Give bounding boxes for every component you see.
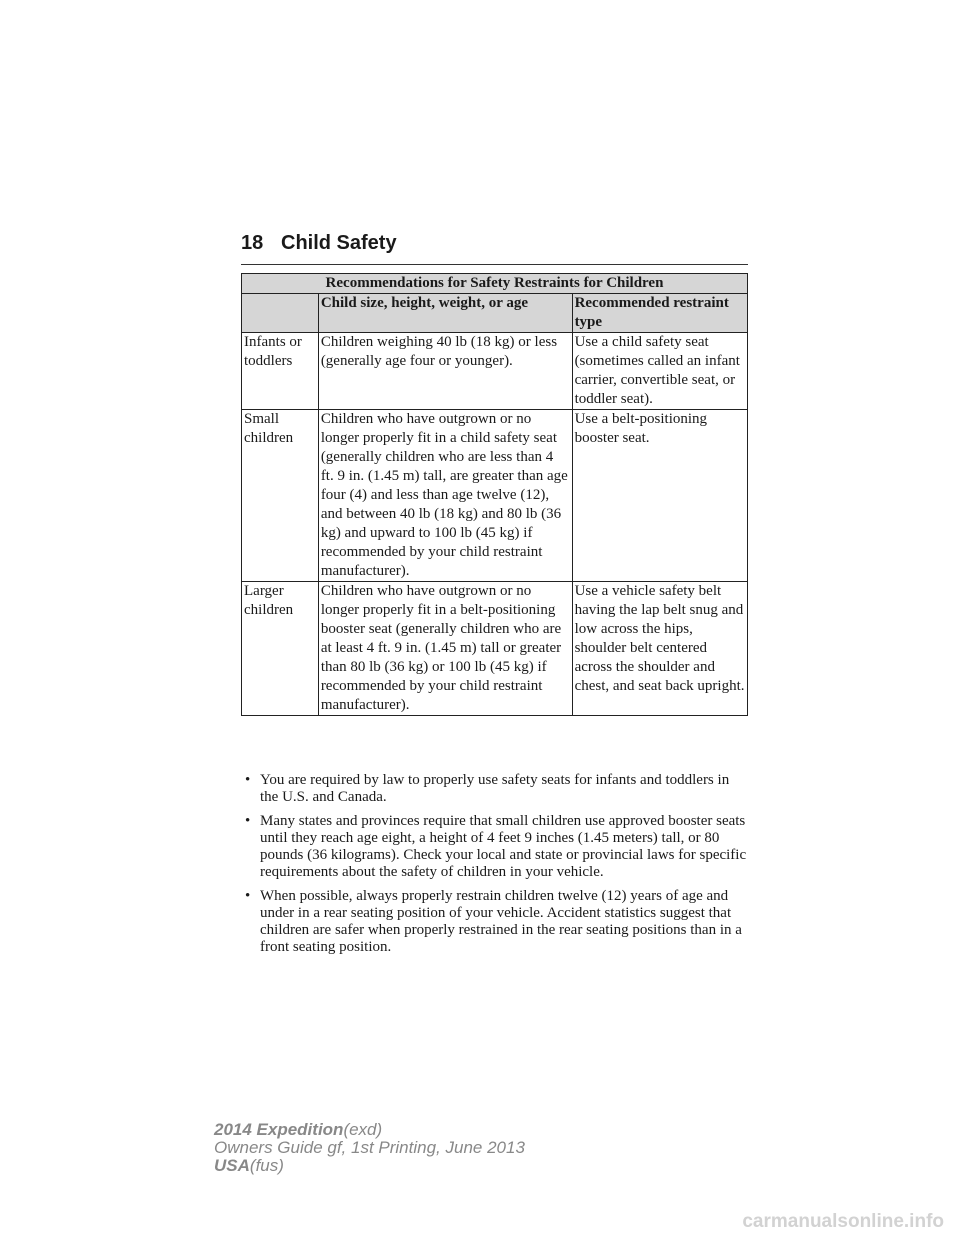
- list-item: [241, 813, 748, 881]
- footer-market-code: (fus): [249, 1156, 284, 1175]
- table-row: [242, 333, 748, 410]
- watermark: carmanualsonline.info: [742, 1211, 944, 1232]
- column-header-restraint: Recommended restraint type: [572, 294, 747, 333]
- list-item-text: Many states and provinces require that small children use approved booster seats until they reach age eight, a height of 4 feet 9 inches (1.45 meters) tall, or 80 pounds (36 kilograms). Check your local and state or provincial laws for specific requirements about the safety of children in your vehicle.: [260, 813, 747, 880]
- footer-line-model: [214, 1121, 525, 1139]
- list-item: [241, 888, 748, 956]
- table-title: Recommendations for Safety Restraints for Children: [242, 274, 748, 294]
- page-header: [241, 228, 748, 265]
- footer-line-edition: Owners Guide gf, 1st Printing, June 2013: [214, 1138, 525, 1157]
- row-restraint: Use a vehicle safety belt having the lap belt snug and low across the hips, shoulder belt centered across the shoulder and chest, and seat back upright.: [572, 582, 747, 716]
- column-header-category: [242, 294, 319, 333]
- row-restraint: Use a belt-positioning booster seat.: [572, 410, 747, 582]
- bullet-icon: •: [245, 772, 251, 788]
- list-item: [241, 772, 748, 806]
- row-category: Small children: [242, 410, 319, 582]
- row-category: Larger children: [242, 582, 319, 716]
- bullet-icon: •: [245, 888, 251, 904]
- row-size: Children weighing 40 lb (18 kg) or less (generally age four or younger).: [318, 333, 572, 410]
- footer-market: USA: [214, 1156, 250, 1175]
- table-row: [242, 582, 748, 716]
- footer-model: 2014 Expedition: [214, 1120, 344, 1139]
- column-header-size: Child size, height, weight, or age: [318, 294, 572, 333]
- list-item-text: When possible, always properly restrain children twelve (12) years of age and under in a rear seating position of your vehicle. Accident statistics suggest that children are safer when properly restrained in the rear seating positions than in a front seating position.: [260, 888, 742, 955]
- footer-model-code: (exd): [343, 1120, 383, 1139]
- bullet-list: [241, 772, 748, 963]
- footer-line-market: [214, 1157, 525, 1175]
- row-category: Infants or toddlers: [242, 333, 319, 410]
- table-title-row: [242, 274, 748, 294]
- page-number: 18: [241, 232, 264, 254]
- section-title: Child Safety: [281, 232, 397, 254]
- row-size: Children who have outgrown or no longer properly fit in a belt-positioning booster seat (generally children who are at least 4 ft. 9 in. (1.45 m) tall or greater than 80 lb (36 kg) or 100 lb (45 kg) if recommended by your child restraint manufacturer).: [318, 582, 572, 716]
- table-header-row: [242, 294, 748, 333]
- table-row: [242, 410, 748, 582]
- print-footer: [214, 1121, 525, 1175]
- row-restraint: Use a child safety seat (sometimes called an infant carrier, convertible seat, or toddler seat).: [572, 333, 747, 410]
- list-item-text: You are required by law to properly use safety seats for infants and toddlers in the U.S. and Canada.: [260, 772, 730, 805]
- safety-restraints-table: [241, 273, 748, 716]
- row-size: Children who have outgrown or no longer properly fit in a child safety seat (generally children who are less than 4 ft. 9 in. (1.45 m) tall, are greater than age four (4) and less than age twelve (12), and between 40 lb (18 kg) and 80 lb (36 kg) and upward to 100 lb (45 kg) if recommended by your child restraint manufacturer).: [318, 410, 572, 582]
- bullet-icon: •: [245, 813, 251, 829]
